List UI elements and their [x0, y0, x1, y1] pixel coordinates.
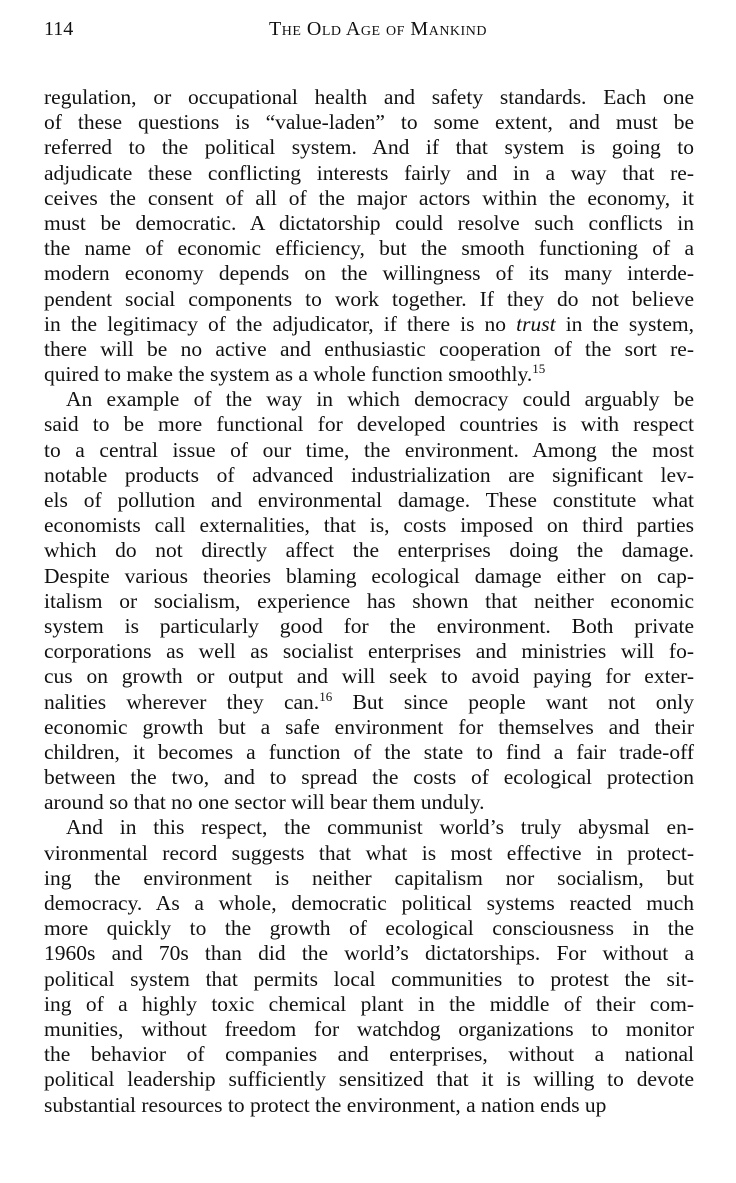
text-line: els of pollution and environmental damage. These constitute what [44, 488, 694, 512]
paragraph [44, 85, 694, 387]
text-line: economists call externalities, that is, costs imposed on third parties [44, 513, 694, 538]
paragraph [44, 387, 694, 815]
text-line: political system that permits local communities to protest the sit- [44, 966, 694, 991]
footnote-reference[interactable]: 15 [532, 361, 546, 377]
text-run: nalities wherever they can. [44, 689, 320, 714]
text-line: around so that no one sector will bear them unduly. [44, 790, 485, 815]
text-line: substantial resources to protect the environment, a nation ends up [44, 1092, 607, 1117]
text-line: the behavior of companies and enterprises, without a national [44, 1042, 694, 1067]
text-line [44, 312, 694, 337]
text-line: children, it becomes a function of the state to find a fair trade-off [44, 739, 694, 764]
text-line: modern economy depends on the willingness of its many interde- [44, 261, 694, 286]
running-title: The Old Age of Mankind [269, 18, 487, 40]
text-line: vironmental record suggests that what is most effective in protect- [44, 840, 694, 865]
text-line: ing of a highly toxic chemical plant in the middle of their com- [44, 991, 694, 1016]
text-line: An example of the way in which democracy could arguably be [66, 387, 694, 412]
text-line: corporations as well as socialist enterprises and ministries will fo- [44, 639, 694, 664]
text-line: 1960s and 70s than did the world’s dictatorships. For without a [44, 941, 694, 966]
text-line: pendent social components to work together. If they do not believe [44, 286, 694, 311]
text-line: And in this respect, the communist world’s truly abysmal en- [66, 815, 694, 840]
text-line: italism or socialism, experience has shown that neither economic [44, 588, 694, 613]
text-line: regulation, or occupational health and safety standards. Each one [44, 85, 694, 109]
text-line: economic growth but a safe environment for themselves and their [44, 714, 694, 739]
text-run: quired to make the system as a whole function smoothly. [44, 362, 533, 387]
emphasized-word: trust [516, 311, 556, 336]
paragraph [44, 815, 694, 1117]
text-line: to a central issue of our time, the environment. Among the most [44, 437, 694, 462]
text-line: said to be more functional for developed countries is with respect [44, 412, 694, 437]
text-line: system is particularly good for the environment. Both private [44, 613, 694, 638]
text-line: more quickly to the growth of ecological consciousness in the [44, 916, 694, 941]
footnote-reference[interactable]: 16 [319, 688, 333, 704]
running-head [44, 14, 694, 44]
text-line: cus on growth or output and will seek to avoid paying for exter- [44, 664, 694, 689]
text-line [44, 362, 694, 387]
text-run: in the legitimacy of the adjudicator, if there is no [44, 311, 517, 336]
text-line: munities, without freedom for watchdog organizations to monitor [44, 1016, 694, 1041]
text-line: adjudicate these conflicting interests fairly and in a way that re- [44, 160, 694, 185]
text-line: ing the environment is neither capitalism nor socialism, but [44, 865, 694, 890]
text-line: democracy. As a whole, democratic political systems reacted much [44, 891, 694, 915]
text-run: But since people want not only [332, 689, 694, 714]
text-line: of these questions is “value-laden” to some extent, and must be [44, 110, 694, 135]
text-line: ceives the consent of all of the major actors within the economy, it [44, 185, 694, 210]
text-run: in the system, [555, 311, 695, 336]
text-line: must be democratic. A dictatorship could resolve such conflicts in [44, 210, 694, 235]
text-line: which do not directly affect the enterprises doing the damage. [44, 538, 694, 563]
text-line: notable products of advanced industrialization are significant lev- [44, 462, 694, 487]
text-line: the name of economic efficiency, but the smooth functioning of a [44, 236, 694, 261]
text-line: political leadership sufficiently sensitized that it is willing to devote [44, 1067, 694, 1092]
text-line: Despite various theories blaming ecological damage either on cap- [44, 563, 694, 588]
text-line: referred to the political system. And if that system is going to [44, 135, 694, 160]
text-line [44, 690, 694, 715]
text-line: there will be no active and enthusiastic cooperation of the sort re- [44, 336, 694, 361]
text-line: between the two, and to spread the costs of ecological protection [44, 765, 694, 790]
body-text [44, 85, 694, 1118]
page-number: 114 [44, 18, 74, 40]
